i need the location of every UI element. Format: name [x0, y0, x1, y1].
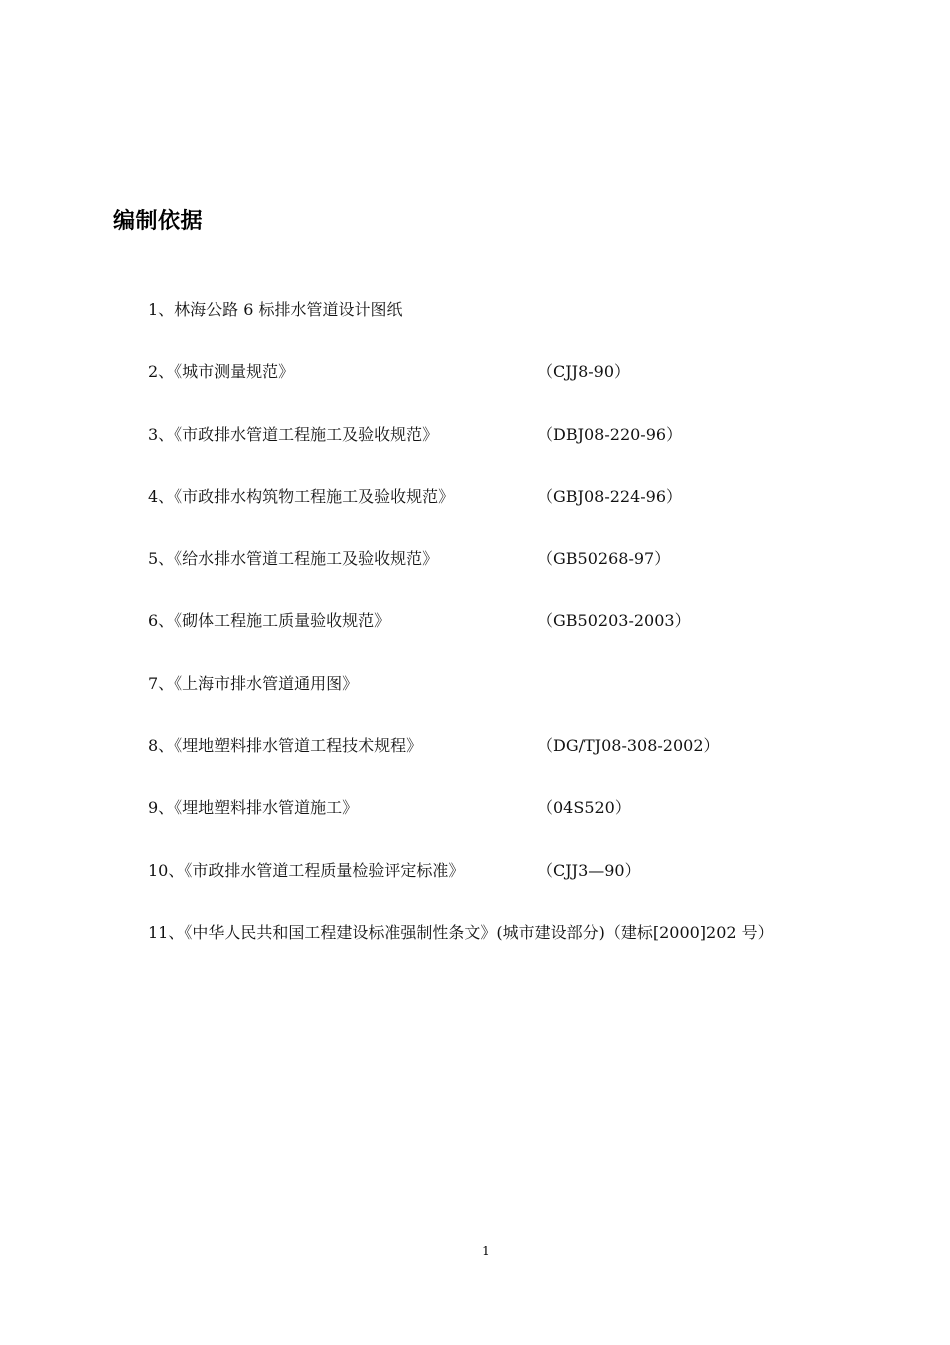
reference-title: 4、《市政排水构筑物工程施工及验收规范》 [148, 486, 455, 506]
reference-code: （GB50203-2003） [537, 611, 691, 631]
reference-title: 11、《中华人民共和国工程建设标准强制性条文》(城市建设部分)（建标[2000]202 号） [148, 922, 774, 942]
reference-title: 10、《市政排水管道工程质量检验评定标准》 [148, 860, 465, 880]
reference-title: 3、《市政排水管道工程施工及验收规范》 [148, 424, 439, 444]
reference-code: （DG/TJ08-308-2002） [537, 736, 720, 756]
reference-code: （GBJ08-224-96） [537, 486, 683, 506]
reference-code: （DBJ08-220-96） [537, 424, 683, 444]
reference-item [148, 857, 908, 919]
reference-item [148, 483, 908, 545]
section-heading: 编制依据 [113, 209, 204, 234]
reference-item [148, 794, 908, 856]
reference-title: 6、《砌体工程施工质量验收规范》 [148, 611, 391, 631]
reference-list [148, 296, 908, 981]
reference-code: （CJJ3—90） [537, 860, 641, 880]
reference-item [148, 919, 908, 981]
reference-item [148, 732, 908, 794]
reference-item [148, 670, 908, 732]
reference-code: （04S520） [537, 798, 631, 818]
reference-item [148, 358, 908, 420]
reference-title: 9、《埋地塑料排水管道施工》 [148, 798, 359, 818]
reference-item [148, 421, 908, 483]
reference-item [148, 545, 908, 607]
page-number: 1 [482, 1244, 490, 1258]
reference-title: 5、《给水排水管道工程施工及验收规范》 [148, 549, 439, 569]
reference-code: （GB50268-97） [537, 549, 671, 569]
reference-title: 2、《城市测量规范》 [148, 362, 295, 382]
reference-item [148, 296, 908, 358]
reference-code: （CJJ8-90） [537, 362, 631, 382]
reference-title: 8、《埋地塑料排水管道工程技术规程》 [148, 736, 423, 756]
reference-title: 1、林海公路 6 标排水管道设计图纸 [148, 300, 403, 319]
reference-title: 7、《上海市排水管道通用图》 [148, 673, 359, 693]
reference-item [148, 607, 908, 669]
